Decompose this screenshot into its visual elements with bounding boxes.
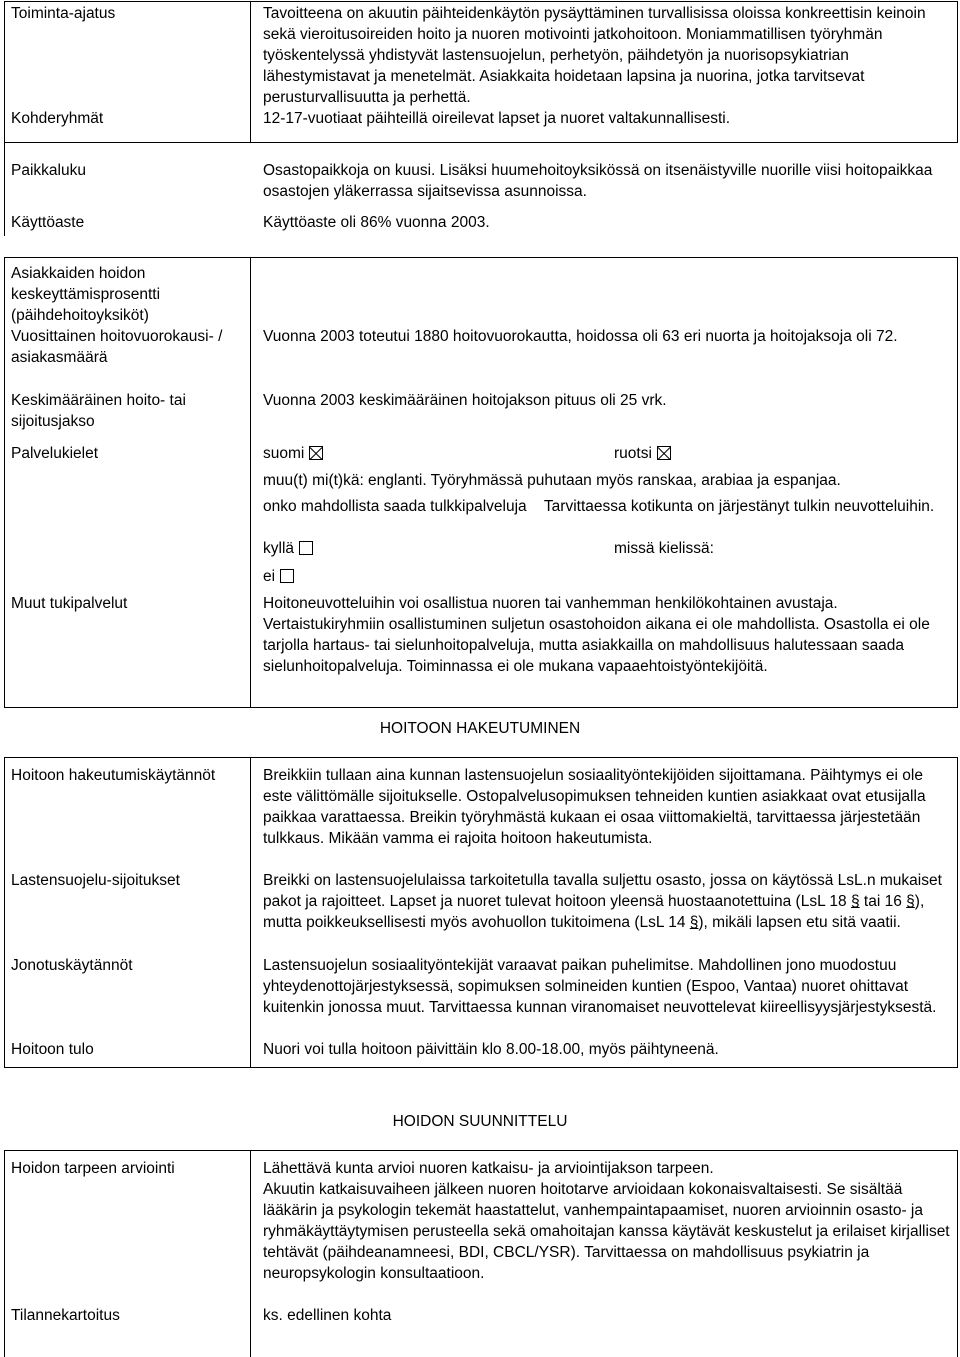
table-border [4,1,958,2]
tarve-paragraph-1: Lähettävä kunta arvioi nuoren katkaisu- ja arviointijakson tarpeen. [263,1160,714,1177]
text-hoidon-tarpeen-arviointi [263,1158,953,1284]
tulkki-answer: Tarvittaessa kotikunta on järjestänyt tulkin neuvotteluihin. [543,498,935,515]
section-symbol: § [906,893,915,910]
table-border [4,757,5,1068]
label-tilannekartoitus: Tilannekartoitus [11,1307,120,1324]
heading-hoidon-suunnittelu: HOIDON SUUNNITTELU [392,1113,568,1130]
table-border [957,757,958,1068]
label-missa-kielissa: missä kielissä: [614,540,714,557]
option-kylla [263,538,313,559]
text-vuosittainen-maara: Vuonna 2003 toteutui 1880 hoitovuorokautta, hoidossa oli 63 eri nuorta ja hoitojaksoja oli 72. [263,328,898,345]
text-lastensuojelu-sijoitukset [263,870,953,933]
label-lastensuojelu-sijoitukset: Lastensuojelu-sijoitukset [11,872,180,889]
text-keskimaarainen-jakso: Vuonna 2003 keskimääräinen hoitojakson pituus oli 25 vrk. [263,392,667,409]
text-muut-kielet: muu(t) mi(t)kä: englanti. Työryhmässä puhutaan myös ranskaa, arabiaa ja espanjaa. [263,472,841,489]
table-border [4,707,958,708]
label-keskeyttamisprosentti: Asiakkaiden hoidon keskeyttämisprosentti (päihdehoitoyksiköt) [11,265,161,324]
table-border [250,1,251,142]
option-suomi-label: suomi [263,445,305,462]
ruotsi-checkbox[interactable] [657,446,671,460]
label-paikkaluku: Paikkaluku [11,162,86,179]
text-kayttoaste: Käyttöaste oli 86% vuonna 2003. [263,214,490,231]
tulkki-row [263,496,953,517]
table-border [4,1067,958,1068]
table-border [4,757,958,758]
table-border [250,257,251,708]
table-border [4,1150,958,1151]
label-vuosittainen-maara: Vuosittainen hoitovuorokausi- / asiakasmäärä [11,328,223,366]
section-symbol: § [689,914,699,931]
option-suomi [263,443,323,464]
table-border [4,1,5,236]
label-palvelukielet: Palvelukielet [11,445,99,462]
tulkki-question: onko mahdollista saada tulkkipalveluja [263,498,527,515]
label-hoitoon-tulo: Hoitoon tulo [11,1041,94,1058]
label-kayttoaste: Käyttöaste [11,214,85,231]
label-keskimaarainen-jakso: Keskimääräinen hoito- tai sijoitusjakso [11,392,186,430]
option-ei-label: ei [263,568,276,585]
label-kohderyhmat: Kohderyhmät [11,110,104,127]
text-toiminta-ajatus: Tavoitteena on akuutin päihteidenkäytön pysäyttäminen turvallisissa oloissa konkreettisin keinoin sekä vieroitusoireiden hoito ja nuoren motivointi jatkohoitoon. Moniammatillisen työryhmän työskentelyssä yhdistyvät lastensuojelun, perhetyön, päihdetyön ja nuorisopsykiatrian lähestymistavat ja menetelmät. Asiakkaita hoidetaan lapsina ja nuorina, jotka tarvitsevat perusturvallisuutta ja perhettä. [263,5,926,106]
table-border [957,1,958,142]
label-hoidon-tarpeen-arviointi: Hoidon tarpeen arviointi [11,1160,175,1177]
heading-hoitoon-hakeutuminen: HOITOON HAKEUTUMINEN [379,720,581,737]
option-ei [263,566,294,587]
option-ruotsi-label: ruotsi [614,445,652,462]
section-symbol: § [850,893,860,910]
table-border [250,1150,251,1357]
ls-text-part4: ), mikäli lapsen etu sitä vaatii. [698,914,901,931]
ei-checkbox[interactable] [280,569,294,583]
label-hakeutumiskaytannot: Hoitoon hakeutumiskäytännöt [11,767,216,784]
ls-text-part2: tai 16 [863,893,902,910]
table-border [4,257,958,258]
label-jonotuskaytannot: Jonotuskäytännöt [11,957,133,974]
label-muut-tukipalvelut: Muut tukipalvelut [11,595,128,612]
text-hoitoon-tulo: Nuori voi tulla hoitoon päivittäin klo 8.00-18.00, myös päihtyneenä. [263,1041,719,1058]
table-border [957,1150,958,1357]
text-jonotuskaytannot: Lastensuojelun sosiaalityöntekijät varaavat paikan puhelimitse. Mahdollinen jono muodostuu yhteydenottojärjestyksessä, sopimuksen solmineiden kuntien (Espoo, Vantaa) nuoret ohittavat kuitenkin jonossa muut. Tarvittaessa kunnan viranomaiset neuvottelevat kiireellisyysjärjestyksestä. [263,957,937,1016]
ls-text-part3: ), mutta poikkeuksellisesti myös avohuollon tukitoimena (LsL 14 [263,893,925,931]
kylla-checkbox[interactable] [299,541,313,555]
label-toiminta-ajatus: Toiminta-ajatus [11,5,116,22]
text-hakeutumiskaytannot: Breikkiin tullaan aina kunnan lastensuojelun sosiaalityöntekijöiden sijoittamana. Päihtymys ei ole este välittömälle sijoitukselle. Ostopalvelusopimuksen tehneiden kuntien asiakkaat ovat etusijalla paikkaa varattaessa. Breikin työryhmästä kukaan ei osaa viittomakieltä, tarvittaessa järjestetään tulkkaus. Mikään vamma ei rajoita hoitoon hakeutumista. [263,767,926,847]
ls-text-part1: Breikki on lastensuojelulaissa tarkoitetulla tavalla suljettu osasto, jossa on käytössä LsL.n mukaiset pakot ja rajoitteet. Lapset ja nuoret tulevat hoitoon yleensä huostaanotettuina (LsL 18 [263,872,942,910]
suomi-checkbox[interactable] [309,446,323,460]
text-muut-tukipalvelut: Hoitoneuvotteluihin voi osallistua nuoren tai vanhemman henkilökohtainen avustaja. Vertaistukiryhmiin osallistuminen suljetun osastohoidon aikana ei ole mahdollista. Osastolla ei ole tarjolla hartaus- tai sielunhoitopalveluja, mutta asiakkailla on mahdollisuus halutessaan saada sielunhoitopalveluja. Toiminnassa ei ole mukana vapaaehtoistyöntekijöitä. [263,595,930,675]
option-kylla-label: kyllä [263,540,295,557]
table-border [250,757,251,1068]
tarve-paragraph-2: Akuutin katkaisuvaiheen jälkeen nuoren hoitotarve arvioidaan kokonaisvaltaisesti. Se sisältää lääkärin ja psykologin tekemät haastattelut, vanhempaintapaamiset, nuoren arvioinnin osasto- ja ryhmäkäyttäytymisen perusteella sekä omahoitajan kanssa käytävät keskustelut ja erilaiset kirjalliset tehtävät (päihdeanamneesi, BDI, CBCL/YSR). Tarvittaessa on mahdollisuus psykiatrin ja neuropsykologin konsultaatioon. [263,1181,950,1282]
table-border [4,257,5,708]
table-border [4,142,958,143]
table-border [957,257,958,708]
text-paikkaluku: Osastopaikkoja on kuusi. Lisäksi huumehoitoyksikössä on itsenäistyville nuorille viisi hoitopaikkaa osastojen yläkerrassa sijaitsevissa asunnoissa. [263,162,933,200]
text-kohderyhmat: 12-17-vuotiaat päihteillä oireilevat lapset ja nuoret valtakunnallisesti. [263,110,730,127]
table-border [4,1150,5,1357]
text-tilannekartoitus: ks. edellinen kohta [263,1307,392,1324]
option-ruotsi [614,443,671,464]
